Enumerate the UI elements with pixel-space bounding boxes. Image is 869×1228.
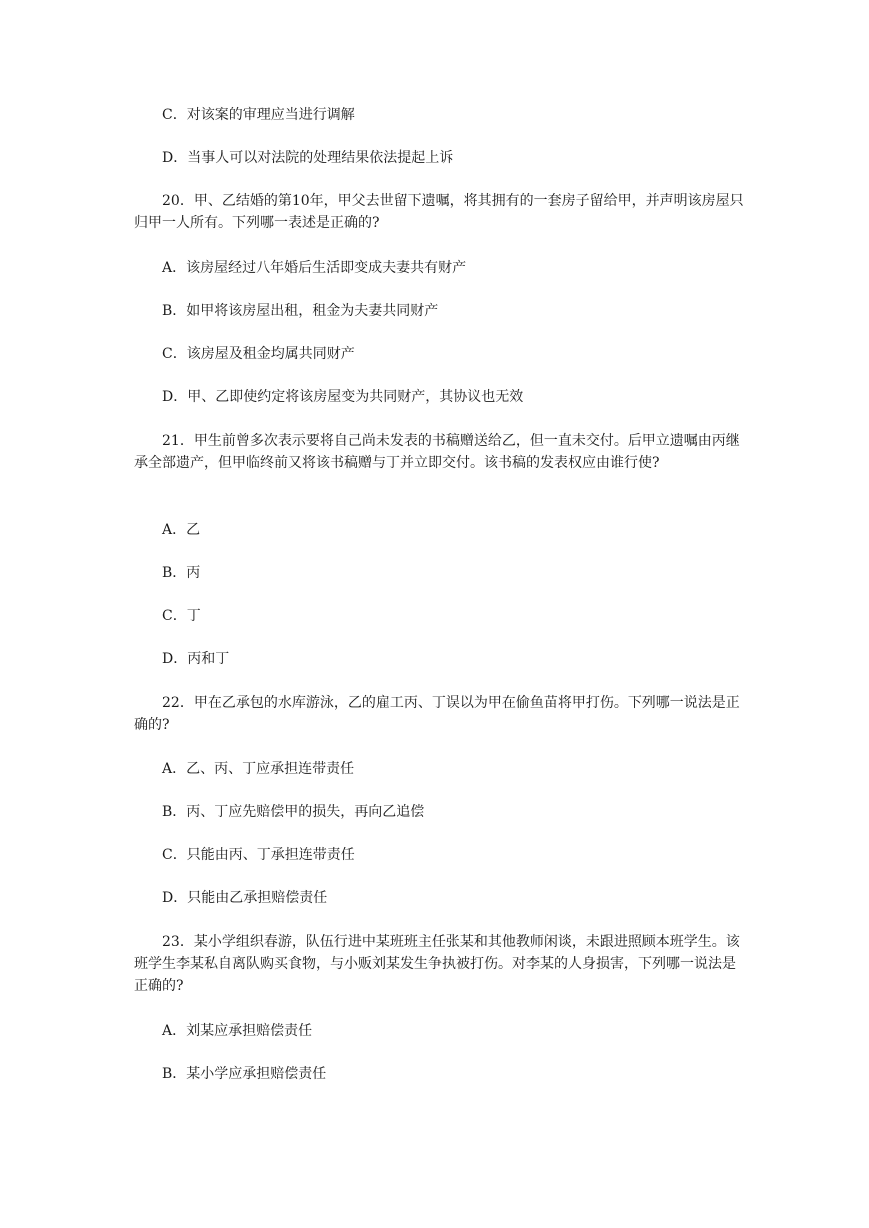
q20-stem xyxy=(134,190,746,234)
q20-option-b: B．如甲将该房屋出租，租金为夫妻共同财产 xyxy=(162,303,439,319)
q19-option-d: D．当事人可以对法院的处理结果依法提起上诉 xyxy=(162,150,454,166)
q21-option-d: D．丙和丁 xyxy=(162,651,230,667)
q20-option-c: C．该房屋及租金均属共同财产 xyxy=(162,346,355,362)
q23-stem xyxy=(134,931,746,997)
q20-option-a: A．该房屋经过八年婚后生活即变成夫妻共有财产 xyxy=(162,260,467,276)
q19-option-c: C．对该案的审理应当进行调解 xyxy=(162,107,355,123)
q22-option-b: B．丙、丁应先赔偿甲的损失，再向乙追偿 xyxy=(162,804,425,820)
q23-option-b: B．某小学应承担赔偿责任 xyxy=(162,1066,327,1082)
q21-option-b: B．丙 xyxy=(162,565,201,581)
q22-option-d: D．只能由乙承担赔偿责任 xyxy=(162,890,328,906)
q22-stem xyxy=(134,692,746,736)
q23-option-a: A．刘某应承担赔偿责任 xyxy=(162,1023,313,1039)
q22-option-a: A．乙、丙、丁应承担连带责任 xyxy=(162,761,355,777)
q23-stem-text: 23．某小学组织春游，队伍行进中某班班主任张某和其他教师闲谈，未跟进照顾本班学生。该班学生李某私自离队购买食物，与小贩刘某发生争执被打伤。对李某的人身损害，下列哪一说法是正确的? xyxy=(134,934,740,994)
q21-stem-text: 21．甲生前曾多次表示要将自己尚未发表的书稿赠送给乙，但一直未交付。后甲立遗嘱由丙继承全部遗产，但甲临终前又将该书稿赠与丁并立即交付。该书稿的发表权应由谁行使? xyxy=(134,433,740,471)
q21-option-a: A．乙 xyxy=(162,522,201,538)
q22-option-c: C．只能由丙、丁承担连带责任 xyxy=(162,847,355,863)
q20-stem-text: 20．甲、乙结婚的第10年，甲父去世留下遗嘱，将其拥有的一套房子留给甲，并声明该房屋只归甲一人所有。下列哪一表述是正确的? xyxy=(134,193,744,231)
q20-option-d: D．甲、乙即使约定将该房屋变为共同财产，其协议也无效 xyxy=(162,389,524,405)
q21-stem xyxy=(134,430,746,474)
q21-option-c: C．丁 xyxy=(162,608,201,624)
q22-stem-text: 22．甲在乙承包的水库游泳，乙的雇工丙、丁误以为甲在偷鱼苗将甲打伤。下列哪一说法是正确的? xyxy=(134,695,740,733)
